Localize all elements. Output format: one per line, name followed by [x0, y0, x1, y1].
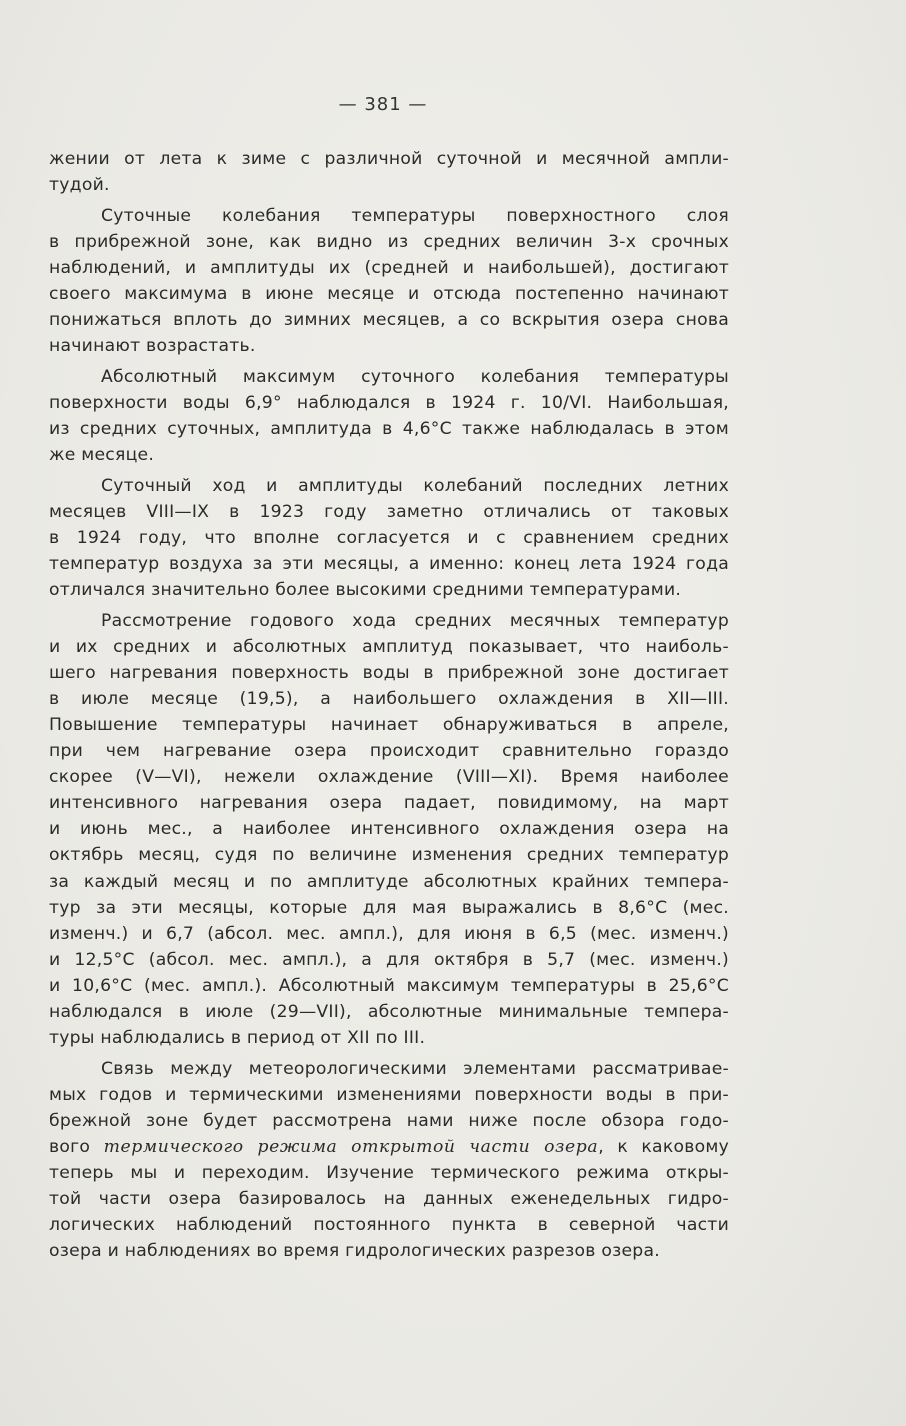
text-line: и июнь мес., а наиболее интенсивного охлаждения озера на — [49, 819, 729, 840]
text-run: вого — [49, 1136, 104, 1157]
text-line: наблюдался в июле (29—VII), абсолютные минимальные темпера- — [49, 1002, 729, 1022]
paragraph-3 — [49, 364, 729, 468]
text-line: Суточный ход и амплитуды колебаний последних летних — [101, 475, 729, 496]
page-number: — 381 — — [338, 94, 428, 115]
text-line: логических наблюдений постоянного пункта в северной части — [49, 1215, 729, 1236]
text-line: Повышение температуры начинает обнаруживаться в апреле, — [49, 714, 729, 735]
paragraph-5 — [49, 608, 729, 1052]
text-line: наблюдений, и амплитуды их (средней и наибольшей), достигают — [49, 257, 729, 278]
text-line: при чем нагревание озера происходит сравнительно гораздо — [49, 741, 729, 762]
text-line: тур за эти месяцы, которые для мая выражались в 8,6°С (мес. — [49, 897, 729, 918]
text-line: озера и наблюдениях во время гидрологических разрезов озера. — [49, 1241, 660, 1262]
text-line: в прибрежной зоне, как видно из средних величин 3-х срочных — [49, 231, 729, 252]
text-line: из средних суточных, амплитуда в 4,6°С также наблюдалась в этом — [49, 418, 729, 439]
body-text — [49, 146, 729, 1269]
text-line: отличался значительно более высокими средними температурами. — [49, 580, 682, 600]
text-line: тудой. — [49, 175, 110, 196]
text-line: Рассмотрение годового хода средних месячных температур — [101, 610, 729, 631]
paragraph-6 — [49, 1056, 729, 1265]
text-line: той части озера базировалось на данных еженедельных гидро- — [49, 1189, 729, 1210]
text-line: мых годов и термическими изменениями поверхности воды в при- — [49, 1084, 729, 1105]
text-line: туры наблюдались в период от XII по III. — [49, 1028, 426, 1049]
text-line: температур воздуха за эти месяцы, а именно: конец лета 1924 года — [49, 553, 729, 574]
paragraph-1 — [49, 146, 729, 198]
text-line: понижаться вплоть до зимних месяцев, а со вскрытия озера снова — [49, 310, 729, 331]
paragraph-2 — [49, 203, 729, 360]
text-line: в июле месяце (19,5), а наибольшего охлаждения в XII—III. — [49, 688, 729, 709]
text-line: интенсивного нагревания озера падает, повидимому, на март — [49, 793, 729, 814]
text-line: в 1924 году, что вполне согласуется и с сравнением средних — [49, 527, 729, 548]
text-line: и их средних и абсолютных амплитуд показывает, что наиболь- — [49, 636, 729, 657]
text-line: и 10,6°С (мес. ампл.). Абсолютный максимум температуры в 25,6°С — [49, 975, 729, 996]
text-line: Связь между метеорологическими элементами рассматривае- — [101, 1058, 729, 1079]
text-line-mixed — [49, 1134, 729, 1160]
text-line: октябрь месяц, судя по величине изменения средних температур — [49, 845, 729, 866]
text-line: начинают возрастать. — [49, 336, 256, 357]
text-line: месяцев VIII—IX в 1923 году заметно отличались от таковых — [49, 501, 729, 522]
text-line: за каждый месяц и по амплитуде абсолютных крайних темпера- — [49, 871, 729, 892]
italic-emphasis: термического режима открытой части озера — [103, 1136, 599, 1157]
text-line: поверхности воды 6,9° наблюдался в 1924 г. 10/VI. Наибольшая, — [49, 392, 729, 413]
text-run: , к каковому — [598, 1136, 729, 1157]
text-line: и 12,5°С (абсол. мес. ампл.), а для октября в 5,7 (мес. изменч.) — [49, 949, 729, 970]
text-line: скорее (V—VI), нежели охлаждение (VIII—XI). Время наиболее — [49, 767, 729, 788]
text-line: своего максимума в июне месяце и отсюда постепенно начинают — [49, 283, 729, 304]
text-line: Абсолютный максимум суточного колебания температуры — [101, 366, 729, 387]
paragraph-4 — [49, 473, 729, 603]
text-line: брежной зоне будет рассмотрена нами ниже после обзора годо- — [49, 1110, 729, 1131]
text-line: же месяце. — [49, 445, 155, 466]
text-line: изменч.) и 6,7 (абсол. мес. ампл.), для июня в 6,5 (мес. изменч.) — [49, 923, 729, 944]
text-line: шего нагревания поверхность воды в прибрежной зоне достигает — [49, 662, 729, 683]
text-line: Суточные колебания температуры поверхностного слоя — [101, 205, 729, 226]
text-line: жении от лета к зиме с различной суточной и месячной ампли- — [49, 149, 729, 169]
text-line: теперь мы и переходим. Изучение термического режима откры- — [49, 1163, 729, 1184]
